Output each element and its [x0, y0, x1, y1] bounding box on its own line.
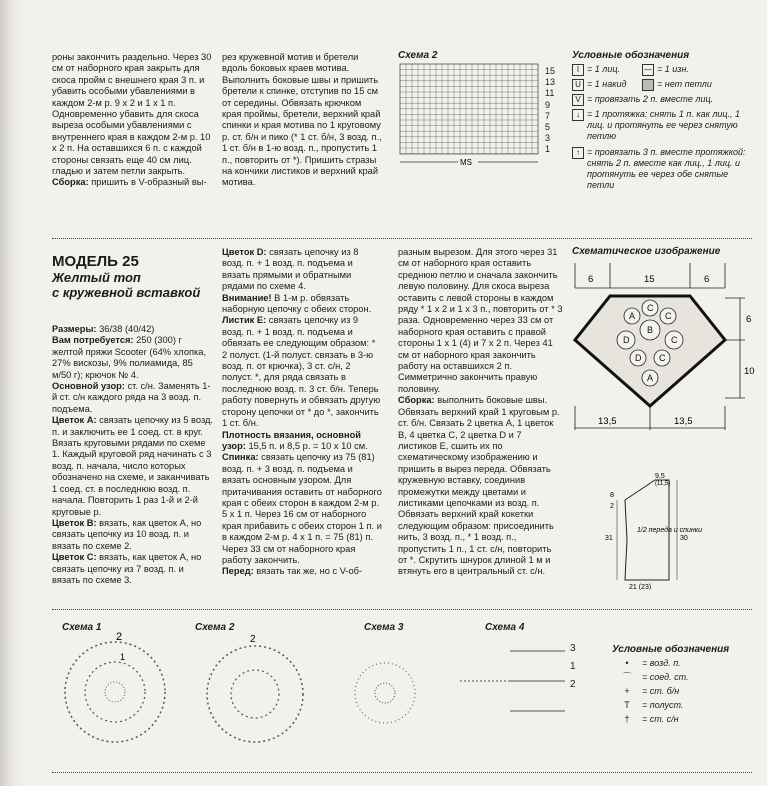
row-number: 15 — [545, 66, 556, 76]
top-col2-text: рез кружевной мотив и бретели вдоль боковых краев мотива. Выполнить боковые швы и пришить бретели к спинке, отступив по 15 см от середины. Обвязать крючком края проймы, бретели, верхний край спинки и края мотива по 1 круговому р. ст. б/н и пико (* 1 ст. б/н, 3 возд. п., 1 ст. б/н в 1-ю возд. п., пропустить 1 п., повторить от *). Пришить стразы на кончики листиков и верхний край мотива. — [222, 52, 382, 188]
attention-value: В 1-м р. обвязать наборную цепочку с обеих сторон. — [222, 292, 372, 315]
top-assembly-label: Сборка: — [52, 177, 89, 188]
attention-label: Внимание! — [222, 292, 272, 303]
s1-label-1: 1 — [120, 652, 126, 662]
crochet-scheme-4 — [450, 636, 590, 726]
sizes-value: 36/38 (40/42) — [96, 324, 155, 334]
legend-text: = нет петли — [657, 79, 712, 89]
top-col1-end: пришить в V-образный вы- — [88, 177, 207, 188]
legend-text: = полуст. — [642, 700, 684, 710]
crochet-scheme-3 — [335, 638, 435, 748]
half-double-icon: T — [624, 700, 630, 710]
legend-text: = возд. п. — [642, 658, 681, 668]
top-column-1 — [52, 52, 214, 189]
dim-31: 31 — [605, 535, 613, 542]
dim-13-5-left: 13,5 — [598, 416, 617, 427]
s4-label-3: 3 — [570, 643, 576, 654]
legend-text: = провязать 2 п. вместе лиц. — [587, 94, 714, 104]
flowerD-value: связать цепочку из 8 возд. п. + 1 возд. п. подъема и вязать прямыми и обратными рядами по схеме 4. — [222, 247, 359, 292]
legend-text: = провязать 3 п. вместе протяжкой: снять 2 п. вместе как лиц., 1 лиц. и протянуть ее через обе снятые петли — [587, 147, 746, 190]
need-label: Вам потребуется: — [52, 335, 134, 346]
row-number: 1 — [545, 144, 551, 155]
flowerA-label: Цветок А: — [52, 415, 97, 426]
leafE-label: Листик Е: — [222, 315, 267, 326]
flower-label: C — [671, 335, 678, 345]
dim-2: 2 — [610, 503, 614, 510]
sk2p-icon: ↑ — [572, 147, 584, 159]
flower-label: A — [629, 311, 636, 321]
model-number: МОДЕЛЬ 25 — [52, 253, 139, 270]
legend-text: = ст. б/н — [642, 686, 680, 696]
no-stitch-icon — [642, 79, 654, 91]
bottom-legend-title: Условные обозначения — [612, 644, 730, 655]
flower-label: D — [623, 335, 630, 345]
crochet-scheme-2 — [200, 632, 310, 752]
row-number: 9 — [545, 99, 551, 110]
dim-13-5-right: 13,5 — [674, 416, 693, 427]
need-value: 250 (300) г желтой пряжи Scooter (64% хлопка, 27% вискозы, 9% полиамида, 85 м/50 г); крючок № 4. — [52, 335, 207, 380]
dim-6-side: 6 — [746, 314, 752, 325]
legend-text: = 1 накид — [587, 79, 627, 89]
row-number: 3 — [545, 133, 551, 144]
sizes-label: Размеры: — [52, 324, 97, 334]
legend-text: = 1 изн. — [657, 64, 689, 74]
knit-chart — [398, 62, 558, 172]
section-divider — [52, 238, 752, 239]
dim-21: 21 (23) — [629, 584, 652, 590]
section-divider — [52, 609, 752, 610]
dim-15: 15 — [644, 274, 655, 285]
schematic-drawing — [570, 258, 760, 438]
double-crochet-icon: † — [624, 714, 630, 724]
dim-8: 8 — [610, 492, 614, 499]
assembly-value: выполнить боковые швы. Обвязать верхний край 1 круговым р. ст. б/н. Связать 2 цветка А, 1 цветок В, 4 цветка С, 2 цветка D и 7 листиков Е, сшить их по схематическому изображению и пришить в вырез переда. Обвязать кружевную вставку, соединив промежутки между цветами и листиками цепочками из возд. п. Обвязать верхний край кокетки следующим образом: присоединить нить, 3 возд. п., * 1 возд. п., пропустить 1 п., 1 ст. с/н, повторить от *. Скрутить шнурок длиной 1 м и втянуть его в центральный ст. с/н. — [398, 395, 560, 577]
s4-label-1: 1 — [570, 661, 576, 672]
page-binding — [0, 0, 22, 786]
model-column-3 — [398, 247, 563, 578]
back-label: Спинка: — [222, 452, 259, 463]
flower-label: C — [665, 311, 672, 321]
top-legend-title: Условные обозначения — [572, 50, 690, 61]
s1-label-2: 2 — [116, 632, 123, 643]
front-label: Перед: — [222, 566, 254, 577]
top-column-2 — [222, 52, 382, 189]
chain-icon: • — [625, 658, 629, 668]
assembly-label: Сборка: — [398, 395, 435, 406]
flowerB-value: вязать, как цветок А, но связать цепочку из 10 возд. п. и вязать по схеме 2. — [52, 517, 202, 551]
density-label: Плотность вязания, основной узор: — [222, 429, 362, 451]
model-title-1: Желтый топ — [52, 270, 141, 285]
flowerD-label: Цветок D: — [222, 247, 267, 257]
flowerB-label: Цветок В: — [52, 517, 97, 528]
model-column-1 — [52, 324, 214, 586]
s4-labels — [570, 640, 576, 694]
flowerA-value: связать цепочку из 5 возд. п. и заключить ее 1 соед. ст. в круг. Вязать круговыми рядами по схеме 1. Каждый круговой ряд начинать с 3 возд. п. начала, число которых обозначено на схеме, и заканчивать 1 соед. ст. в последнюю возд. п. начала. Повторить 1 раз 1-й и 2-й круговые р. — [52, 415, 214, 517]
section-divider — [52, 772, 752, 773]
flowerC-value: вязать, как цветок А, но связать цепочку из 7 возд. п. и вязать по схеме 3. — [52, 552, 202, 585]
flower-label: C — [659, 353, 666, 363]
crochet-scheme-1-title: Схема 1 — [62, 622, 102, 633]
pattern-label: Основной узор: — [52, 381, 125, 392]
slip-stitch-icon: ⌒ — [622, 672, 632, 682]
knit-chart-ms: MS — [460, 158, 472, 167]
leafE-value: связать цепочку из 9 возд. п. + 1 возд. п. подъема и обвязать ее следующим образом: * 2 полуст. (1-й полуст. связать в 3-ю возд. п. от крючка), 3 ст. с/н, 2 полуст. *, для ряда связать в последнюю возд. п. 3 ст. б/н. Теперь работу повернуть и обвязать другую сторону цепочки от * до *, закончить 1 ст. б/н. — [222, 315, 381, 429]
crochet-scheme-2-title: Схема 2 — [195, 622, 235, 633]
crochet-scheme-3-title: Схема 3 — [364, 622, 404, 633]
crochet-scheme-4-title: Схема 4 — [485, 622, 525, 633]
knit-scheme-title: Схема 2 — [398, 50, 438, 61]
flower-label: C — [647, 303, 654, 313]
legend-text: = соед. ст. — [642, 672, 689, 682]
front-value: вязать так же, но с V-об- — [253, 566, 363, 577]
purl-symbol-icon: — — [644, 65, 652, 74]
flower-label: B — [647, 325, 654, 335]
row-number: 7 — [545, 110, 551, 121]
dim-9-5: 9,5 — [655, 473, 665, 480]
dim-6-left: 6 — [588, 274, 594, 285]
crochet-scheme-1 — [60, 632, 170, 752]
legend-text: = 1 протяжка: снять 1 п. как лиц., 1 лиц. и протянуть ее через снятую петлю — [587, 109, 741, 141]
back-value: связать цепочку из 75 (81) возд. п. + 3 возд. п. подъема и вязать основным узором. Для притачивания оставить от наборного края с обеих сторон в каждом 2-м р. 5 х 1 п. Через 16 см от наборного края прибавить с обеих сторон 1 п. и в каждом 2-м р. 4 х 1 п. = 75 (81) п. Через 33 см от наборного края работу закончить. — [222, 452, 382, 565]
knit-symbol-icon: I — [572, 64, 584, 76]
yarn-over-icon: U — [572, 79, 584, 91]
model-title-2: с кружевной вставкой — [52, 285, 201, 300]
legend-text: = 1 лиц. — [587, 64, 620, 74]
ssk-icon: ↓ — [572, 109, 584, 121]
row-number: 5 — [545, 122, 551, 133]
pattern-value: ст. с/н. Заменять 1-й ст. с/н каждого ряда на 3 возд. п. подъема. — [52, 381, 211, 414]
flower-label: A — [647, 373, 654, 383]
dim-6-right: 6 — [704, 274, 710, 285]
bottom-legend — [612, 658, 752, 728]
model-heading — [52, 253, 222, 300]
density-value: 15,5 п. и 8,5 р. = 10 х 10 см. — [245, 440, 368, 451]
dim-11-5: (11,5) — [655, 481, 671, 487]
single-crochet-icon: + — [624, 686, 630, 696]
pattern-outline — [605, 470, 715, 590]
col3-text: разным вырезом. Для этого через 31 см от наборного края оставить среднюю петлю и сначала закончить левую половину. Для скоса выреза оставить с левой стороны в каждом ряду * 1 х 2 и 1 х 3 п., повторить от * 3 раза. Одновременно через 33 см от наборного края оставить с правой стороны 1 х 1 (4) и 7 х 2 п. Через 41 см от наборного края закончить работу на оставшихся 2 п. Симметрично закончить правую половину. — [398, 247, 563, 394]
model-column-2 — [222, 247, 382, 578]
svg-text:2: 2 — [250, 634, 256, 645]
pattern-label: 1/2 переда и спинки — [637, 527, 702, 534]
legend-text: = ст. с/н — [642, 714, 679, 724]
dim-10: 10 — [744, 366, 755, 377]
k2tog-icon: V — [572, 94, 584, 106]
flower-label: D — [635, 353, 642, 363]
flowerC-label: Цветок С: — [52, 552, 97, 563]
top-legend — [572, 64, 752, 194]
row-number: 13 — [545, 77, 556, 88]
s4-label-2: 2 — [570, 679, 576, 690]
schematic-title: Схематическое изображение — [572, 246, 721, 257]
row-number: 11 — [545, 88, 555, 99]
top-col1-text: роны закончить раздельно. Через 30 см от наборного края закрыть для скоса пройм с внешнего края 3 п. и убавить особыми убавлениями в каждом 2-м р. 9 х 2 и 1 х 1 п. Одновременно убавить для скоса выреза особыми убавлениями с внутреннего края в каждом 2-м р. 10 х 2 п. На оставшихся 6 п. с каждой стороны связать еще 40 см лиц. гладью и затем петли закрыть. — [52, 52, 212, 177]
dim-30: 30 — [680, 535, 688, 542]
knit-chart-row-numbers — [545, 66, 555, 156]
